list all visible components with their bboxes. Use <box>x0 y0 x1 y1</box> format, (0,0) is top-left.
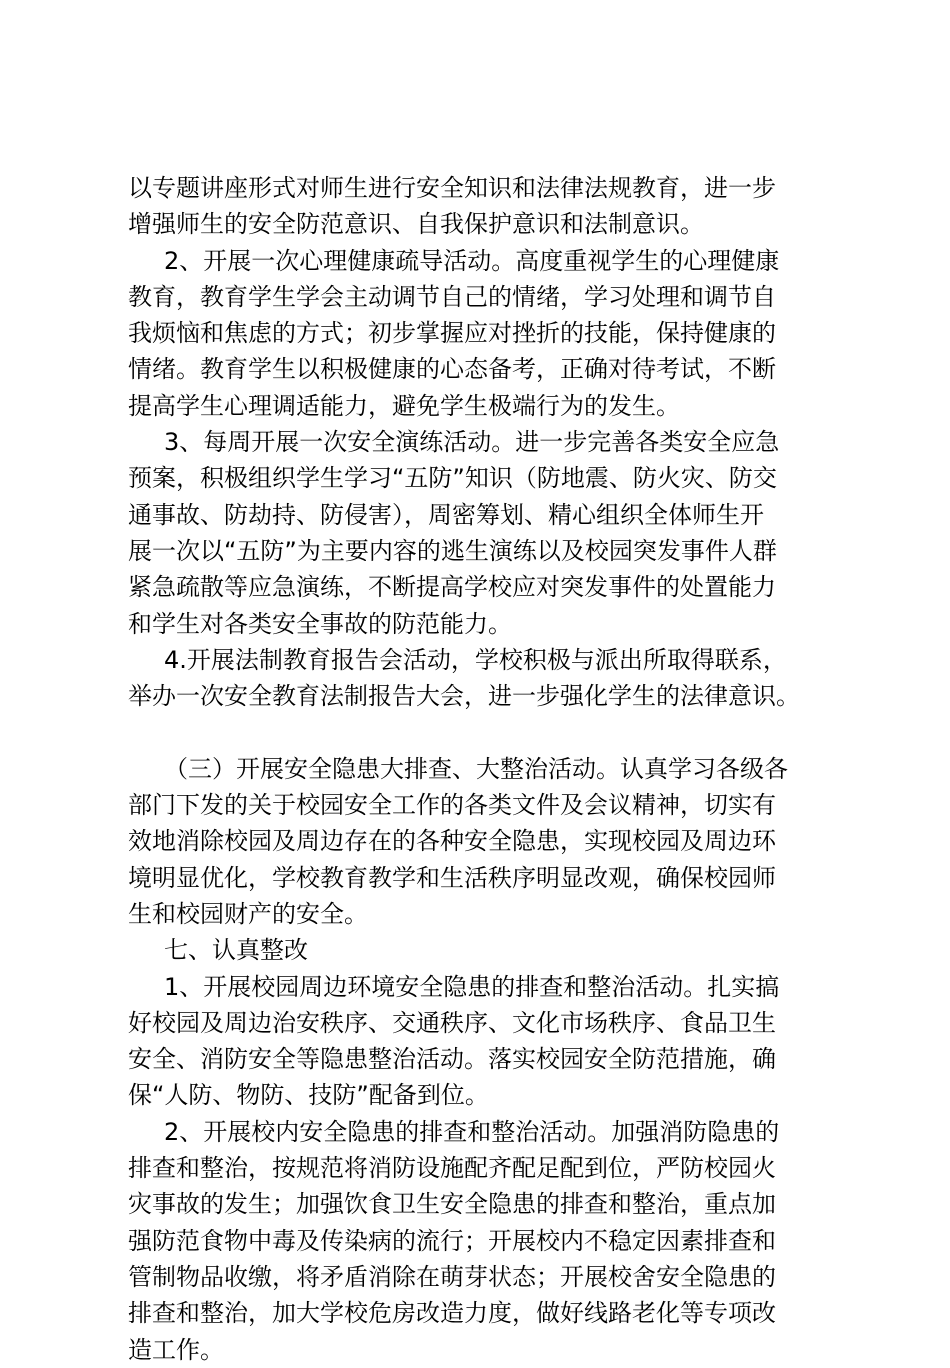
text-line: 效地消除校园及周边存在的各种安全隐患，实现校园及周边环 <box>128 827 776 856</box>
text-line: 排查和整治，按规范将消防设施配齐配足配到位，严防校园火 <box>128 1154 776 1183</box>
body-text <box>128 170 828 1368</box>
text-line: 管制物品收缴，将矛盾消除在萌芽状态；开展校舍安全隐患的 <box>128 1262 776 1291</box>
text-line: 和学生对各类安全事故的防范能力。 <box>128 609 512 638</box>
text-line: 紧急疏散等应急演练，不断提高学校应对突发事件的处置能力 <box>128 573 776 602</box>
text-line: 部门下发的关于校园安全工作的各类文件及会议精神，切实有 <box>128 791 776 820</box>
text-line: 安全、消防安全等隐患整治活动。落实校园安全防范措施，确 <box>128 1045 776 1074</box>
text-line: 我烦恼和焦虑的方式；初步掌握应对挫折的技能，保持健康的 <box>128 319 776 348</box>
text-line: 预案，积极组织学生学习“五防”知识（防地震、防火灾、防交 <box>128 464 777 493</box>
text-line: 教育，教育学生学会主动调节自己的情绪，学习处理和调节自 <box>128 282 776 311</box>
text-line: 境明显优化，学校教育教学和生活秩序明显改观，确保校园师 <box>128 863 776 892</box>
text-line: 保“人防、物防、技防”配备到位。 <box>128 1081 489 1110</box>
paragraph-start-line: 2、开展校内安全隐患的排查和整治活动。加强消防隐患的 <box>164 1117 780 1146</box>
text-line: 增强师生的安全防范意识、自我保护意识和法制意识。 <box>128 210 704 239</box>
paragraph-start-line: 2、开展一次心理健康疏导活动。高度重视学生的心理健康 <box>164 246 780 275</box>
section-heading: 七、认真整改 <box>164 936 308 965</box>
text-line: 通事故、防劫持、防侵害），周密筹划、精心组织全体师生开 <box>128 500 764 529</box>
paragraph-start-line: 1、开展校园周边环境安全隐患的排查和整治活动。扎实搞 <box>164 972 780 1001</box>
text-line: 造工作。 <box>128 1335 224 1364</box>
paragraph-start-line: （三）开展安全隐患大排查、大整治活动。认真学习各级各 <box>164 754 788 783</box>
text-line: 举办一次安全教育法制报告大会，进一步强化学生的法律意识。 <box>128 682 800 711</box>
text-line: 以专题讲座形式对师生进行安全知识和法律法规教育，进一步 <box>128 174 776 202</box>
text-line: 排查和整治，加大学校危房改造力度，做好线路老化等专项改 <box>128 1299 776 1328</box>
text-line: 灾事故的发生；加强饮食卫生安全隐患的排查和整治，重点加 <box>128 1190 776 1219</box>
text-line: 强防范食物中毒及传染病的流行；开展校内不稳定因素排查和 <box>128 1226 776 1255</box>
text-line: 好校园及周边治安秩序、交通秩序、文化市场秩序、食品卫生 <box>128 1008 776 1037</box>
text-line: 生和校园财产的安全。 <box>128 899 368 928</box>
blank-line <box>128 714 828 750</box>
paragraph-start-line: 4.开展法制教育报告会活动，学校积极与派出所取得联系， <box>164 645 787 674</box>
text-line: 提高学生心理调适能力，避免学生极端行为的发生。 <box>128 391 680 420</box>
paragraph-start-line: 3、每周开展一次安全演练活动。进一步完善各类安全应急 <box>164 428 780 457</box>
text-line: 展一次以“五防”为主要内容的逃生演练以及校园突发事件人群 <box>128 536 777 565</box>
text-line: 情绪。教育学生以积极健康的心态备考，正确对待考试，不断 <box>128 355 776 384</box>
